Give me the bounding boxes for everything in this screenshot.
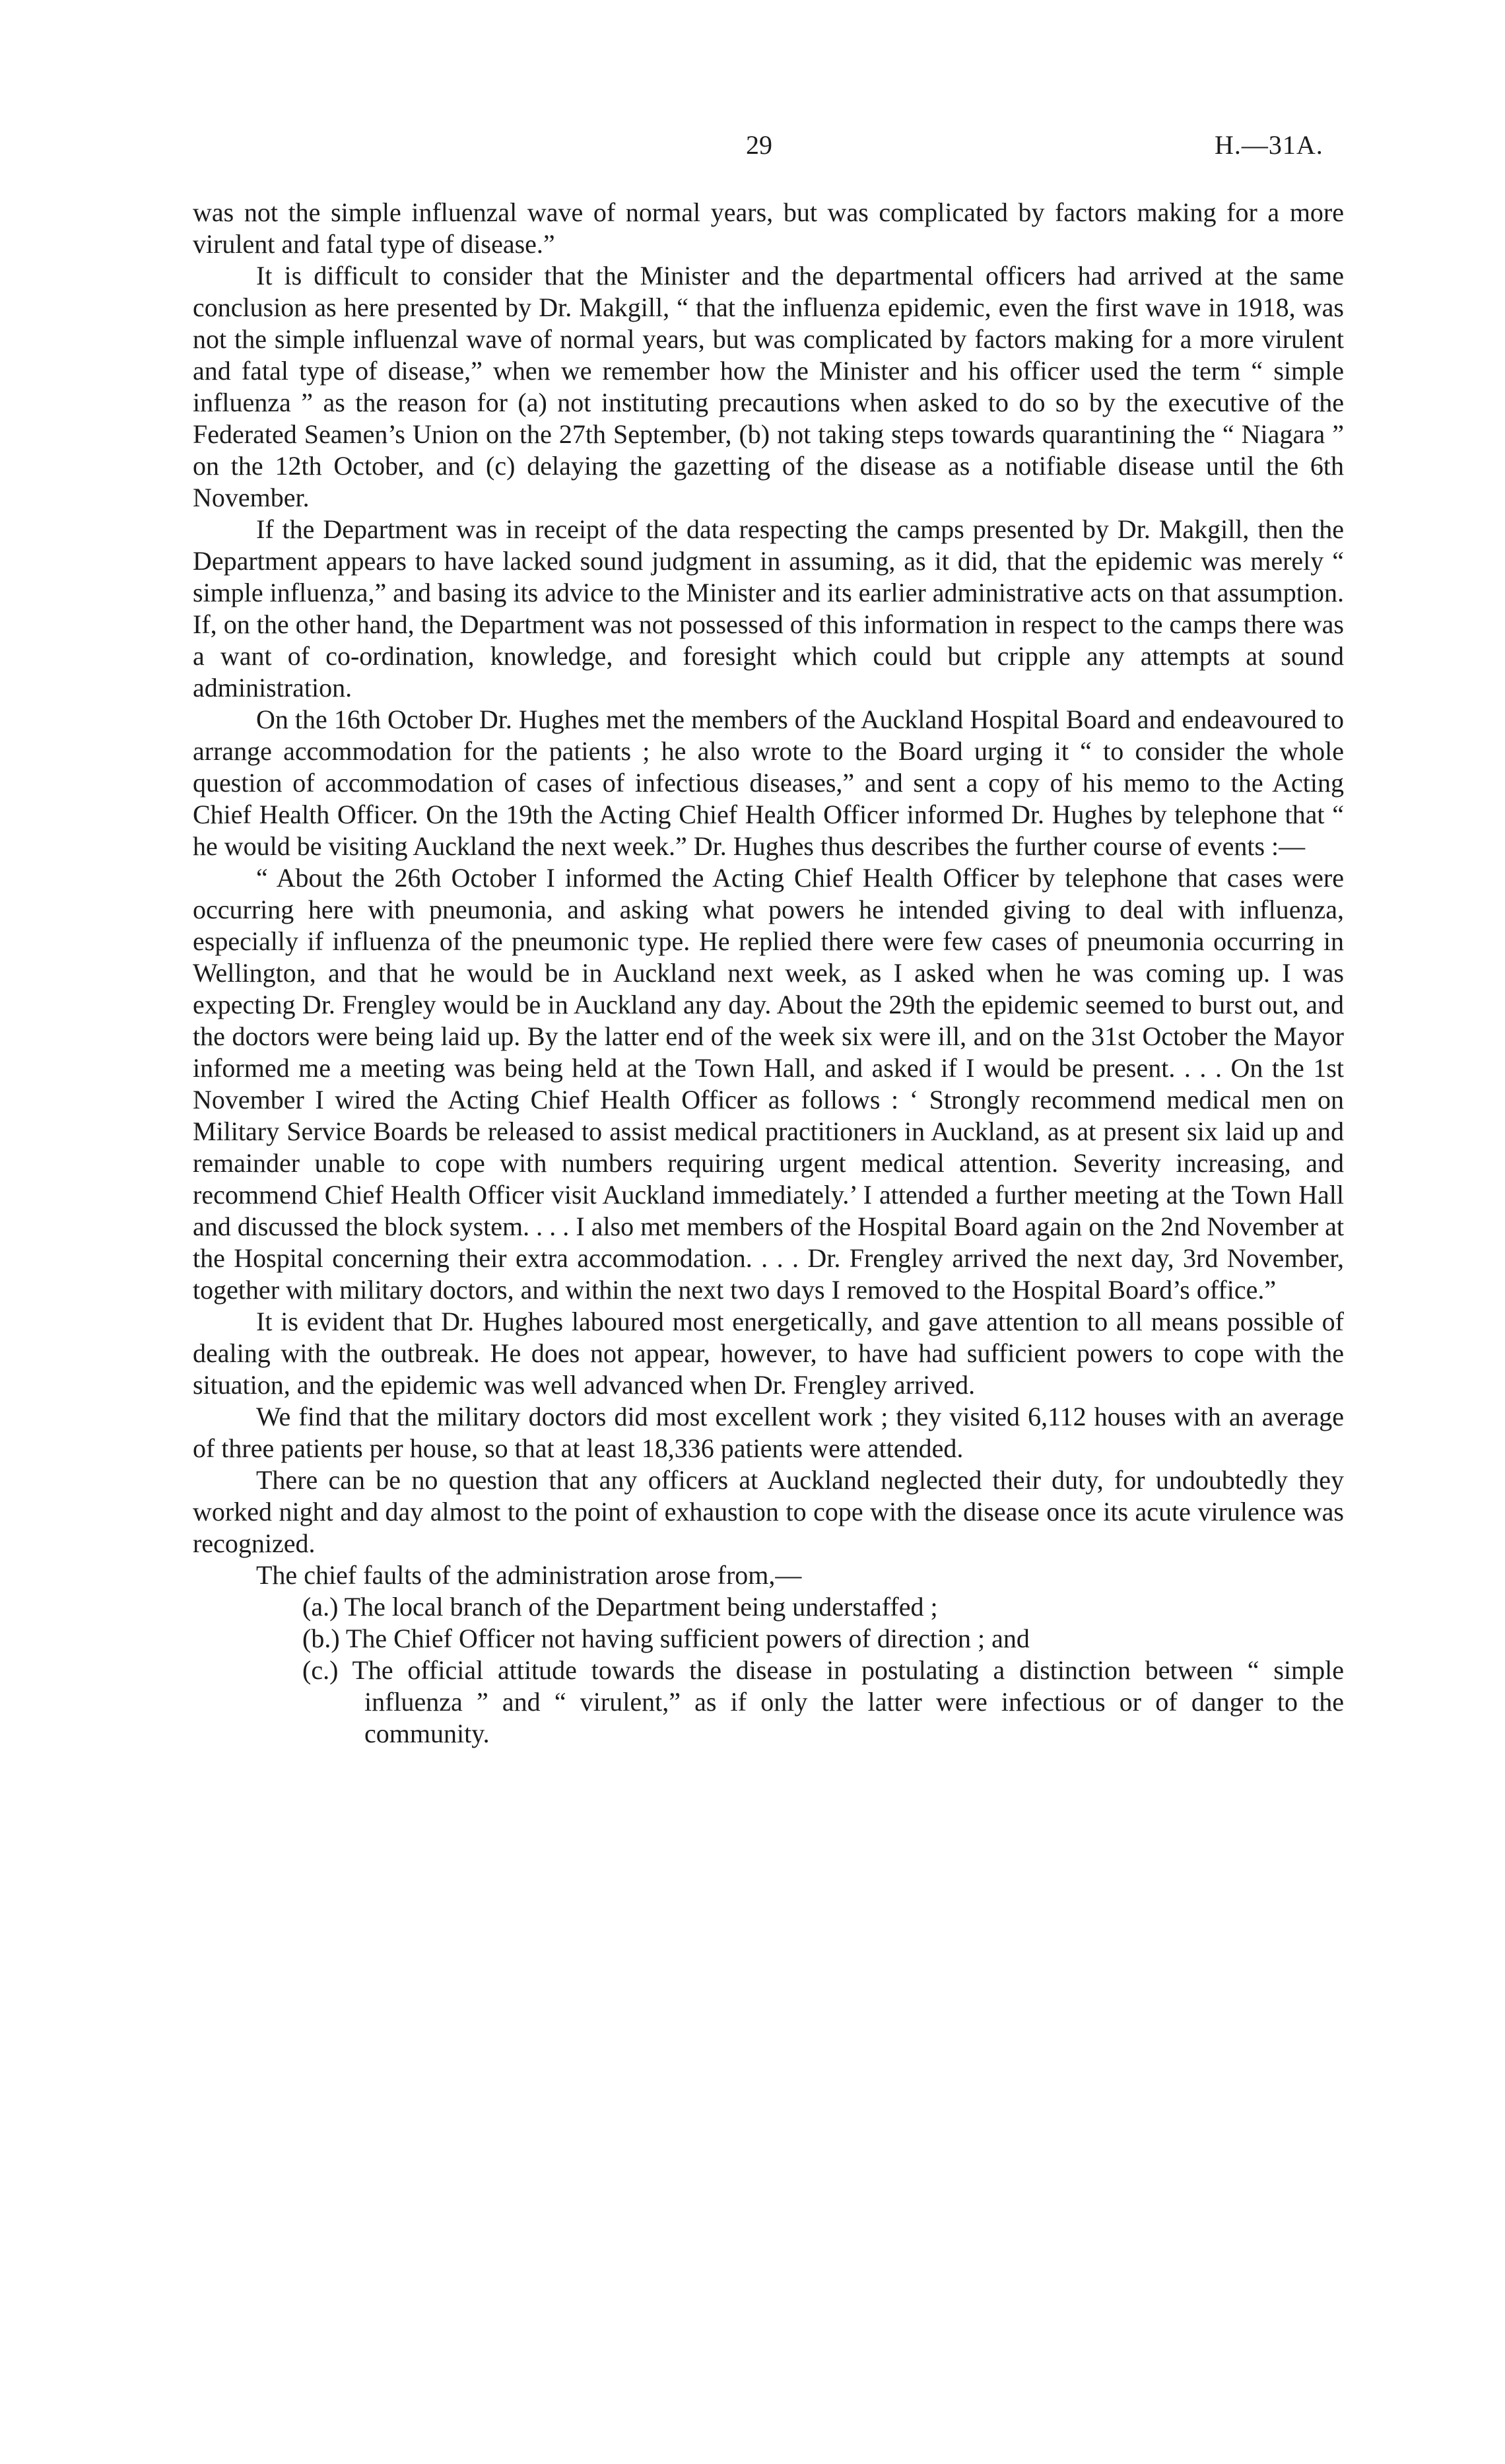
faults-list <box>193 1591 1344 1750</box>
paragraph: We find that the military doctors did most excellent work ; they visited 6,112 houses with an average of three patients per house, so that at least 18,336 patients were attended. <box>193 1402 1344 1463</box>
document-body <box>193 197 1344 1750</box>
page-number: 29 <box>746 130 772 160</box>
paragraph: If the Department was in receipt of the data respecting the camps presented by Dr. Makgill, then the Department appears to have lacked sound judgment in assuming, as it did, that the epidemic was merely “ simple influenza,” and basing its advice to the Minister and its earlier administrative acts on that assumption. If, on the other hand, the Department was not possessed of this information in respect to the camps there was a want of co-ordination, knowledge, and foresight which could but cripple any attempts at sound administration. <box>193 514 1345 702</box>
quoted-paragraph: “ About the 26th October I informed the Acting Chief Health Officer by telephone that cases were occurring here with pneumonia, and asking what powers he intended giving to deal with influenza, especially if influenza of the pneumonic type. He replied there were few cases of pneumonia occurring in Wellington, and that he would be in Auckland next week, as I asked when he was coming up. I was expecting Dr. Frengley would be in Auckland any day. About the 29th the epidemic seemed to burst out, and the doctors were being laid up. By the latter end of the week six were ill, and on the 31st October the Mayor informed me a meeting was being held at the Town Hall, and asked if I would be present. . . . On the 1st November I wired the Acting Chief Health Officer as follows : ‘ Strongly recommend medical men on Military Service Boards be released to assist medical practitioners in Auckland, as at present six laid up and remainder unable to cope with numbers requiring urgent medical attention. Severity increasing, and recommend Chief Health Officer visit Auckland immediately.’ I attended a further meeting at the Town Hall and discussed the block system. . . . I also met members of the Hospital Board again on the 2nd November at the Hospital concerning their extra accommodation. . . . Dr. Frengley arrived the next day, 3rd November, together with military doctors, and within the next two days I removed to the Hospital Board’s office.” <box>193 863 1344 1305</box>
paragraph: On the 16th October Dr. Hughes met the members of the Auckland Hospital Board and endeavoured to arrange accommodation for the patients ; he also wrote to the Board urging it “ to consider the whole question of accommodation of cases of infectious diseases,” and sent a copy of his memo to the Acting Chief Health Officer. On the 19th the Acting Chief Health Officer informed Dr. Hughes by telephone that “ he would be visiting Auckland the next week.” Dr. Hughes thus describes the further course of events :— <box>193 704 1344 861</box>
list-item: (b.) The Chief Officer not having sufficient powers of direction ; and <box>302 1624 1030 1653</box>
paragraph: It is difficult to consider that the Minister and the departmental officers had arrived at the same conclusion as here presented by Dr. Makgill, “ that the influenza epidemic, even the first wave in 1918, was not the simple influenzal wave of normal years, but was complicated by factors making for a more virulent and fatal type of disease,” when we remember how the Minister and his officer used the term “ simple influenza ” as the reason for (a) not instituting precautions when asked to do so by the executive of the Federated Seamen’s Union on the 27th September, (b) not taking steps towards quarantining the “ Niagara ” on the 12th October, and (c) delaying the gazetting of the disease as a notifiable disease until the 6th November. <box>193 261 1344 512</box>
document-reference: H.—31A. <box>1215 130 1323 160</box>
paragraph: was not the simple influenzal wave of normal years, but was complicated by factors making for a more virulent and fatal type of disease.” <box>193 197 1344 259</box>
paragraph: There can be no question that any officers at Auckland neglected their duty, for undoubtedly they worked night and day almost to the point of exhaustion to cope with the disease once its acute virulence was recognized. <box>193 1465 1344 1558</box>
list-item: (a.) The local branch of the Department being understaffed ; <box>302 1592 938 1622</box>
paragraph: It is evident that Dr. Hughes laboured most energetically, and gave attention to all means possible of dealing with the outbreak. He does not appear, however, to have had sufficient powers to cope with the situation, and the epidemic was well advanced when Dr. Frengley arrived. <box>193 1307 1344 1400</box>
list-item: (c.) The official attitude towards the disease in postulating a distinction between “ simple influenza ” and “ virulent,” as if only the latter were infectious or of danger to the community. <box>302 1655 1344 1748</box>
paragraph: The chief faults of the administration arose from,— <box>256 1560 802 1590</box>
